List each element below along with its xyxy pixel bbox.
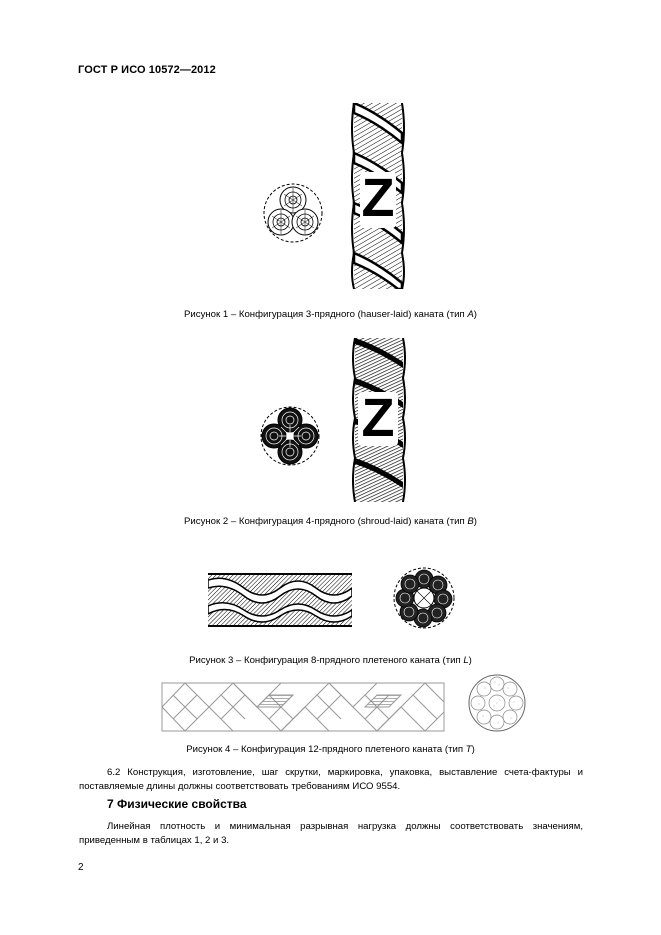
figure-3-cross-section	[392, 566, 456, 630]
figure-4-cross-section	[467, 673, 527, 733]
section-7-title: 7 Физические свойства	[107, 797, 247, 811]
figure-1-twist-label: Z	[361, 168, 395, 228]
document-header: ГОСТ Р ИСО 10572—2012	[78, 64, 216, 76]
section-7-body: Линейная плотность и минимальная разрывная нагрузка должны соответствовать значениям, приведенным в таблицах 1, 2 и 3.	[79, 821, 583, 846]
figure-1-caption: Рисунок 1 – Конфигурация 3-прядного (hauser-laid) каната (тип A)	[184, 309, 477, 320]
figure-3-rope-side-view	[208, 570, 352, 630]
figure-2-cross-section	[259, 405, 321, 467]
page-number: 2	[78, 862, 84, 873]
figure-1-cross-section	[262, 182, 324, 244]
figure-4-caption: Рисунок 4 – Конфигурация 12-прядного плетеного каната (тип T)	[186, 744, 475, 755]
figure-3-caption: Рисунок 3 – Конфигурация 8-прядного плетеного каната (тип L)	[189, 655, 472, 666]
figure-2-twist-label: Z	[361, 388, 395, 448]
figure-4-rope-side-view	[161, 682, 445, 732]
paragraph-6-2: 6.2 Конструкция, изготовление, шаг скрутки, маркировка, упаковка, выставление счета-фактуры и поставляемые длины должны соответствовать требованиям ИСО 9554.	[79, 767, 583, 792]
figure-2-caption: Рисунок 2 – Конфигурация 4-прядного (shroud-laid) каната (тип B)	[184, 516, 477, 527]
